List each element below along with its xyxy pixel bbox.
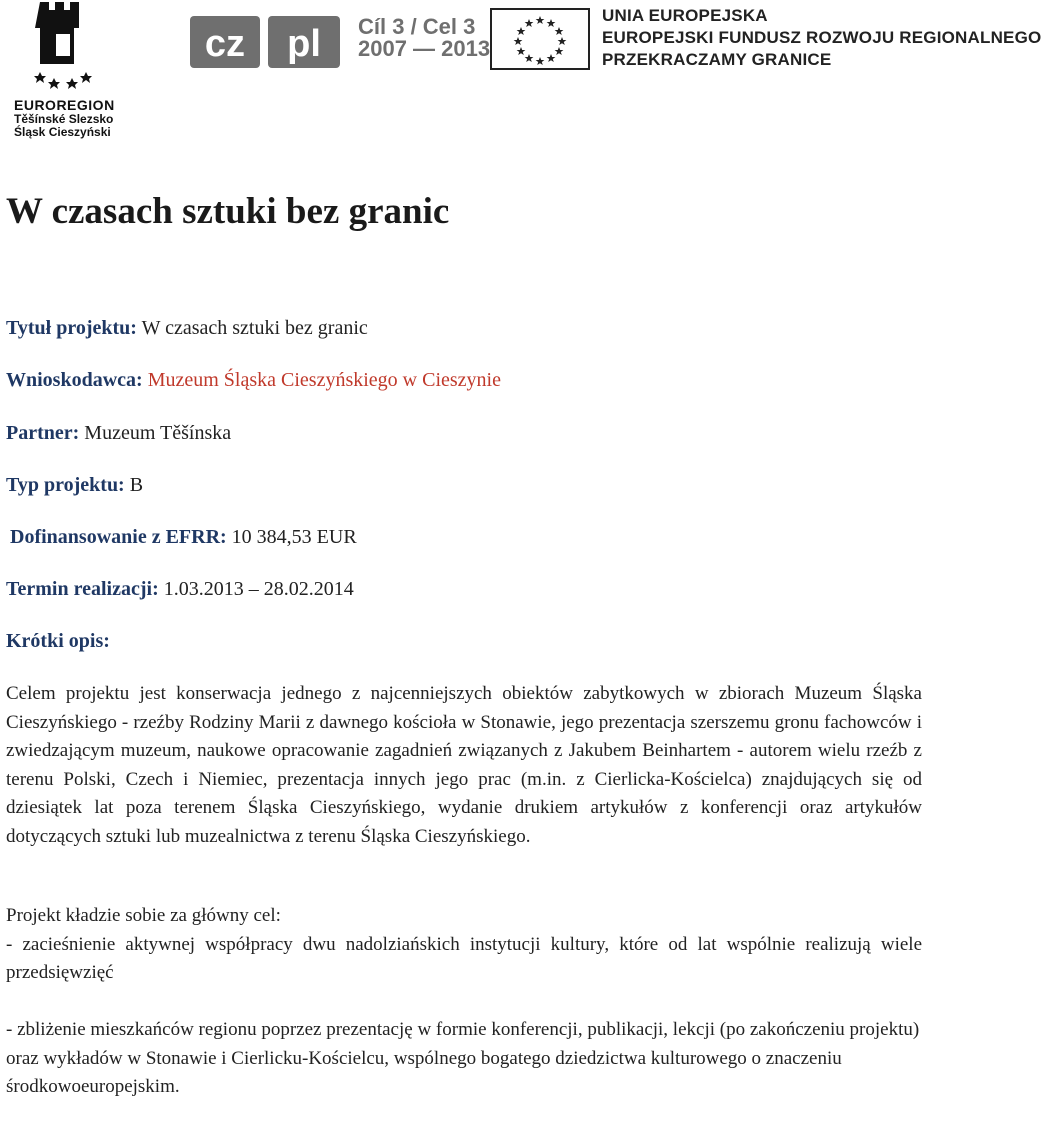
euroregion-subtitle-cz: Těšínské Slezsko (14, 112, 114, 126)
cil3-label: Cíl 3 / Cel 3 (358, 14, 476, 39)
field-short-description (6, 630, 110, 653)
eu-slogan-label: PRZEKRACZAMY GRANICE (602, 50, 832, 69)
field-value: 10 384,53 EUR (226, 526, 357, 548)
field-funding (10, 526, 357, 549)
castle-tower-icon (34, 2, 94, 94)
page-title: W czasach sztuki bez granic (6, 191, 450, 232)
field-project-type (6, 474, 143, 497)
svg-text:pl: pl (287, 23, 321, 65)
field-project-title (6, 317, 368, 340)
period-label: 2007 — 2013 (358, 36, 491, 61)
eu-flag-icon (490, 8, 590, 70)
field-label: Dofinansowanie z EFRR: (10, 526, 227, 548)
svg-text:cz: cz (204, 23, 246, 65)
goal-item: - zbliżenie mieszkańców regionu poprzez prezentację w formie konferencji, publikacji, lekcji (po zakończeniu projektu) oraz wykładów w Stonawie i Cierlicku-Kościelcu, wspólnego bogatego dziedzictwa kulturowego o znaczeniu środkowoeuropejskim. (6, 1019, 920, 1097)
cz-pl-logo (190, 16, 340, 68)
eu-union-label: UNIA EUROPEJSKA (602, 6, 768, 25)
field-value: 1.03.2013 – 28.02.2014 (158, 578, 354, 600)
field-dates (6, 578, 354, 601)
goals-intro: Projekt kładzie sobie za główny cel: (6, 905, 281, 926)
field-label: Termin realizacji: (6, 578, 159, 600)
field-value: W czasach sztuki bez granic (136, 317, 368, 339)
euroregion-subtitle-pl: Śląsk Cieszyński (14, 125, 111, 139)
field-value: Muzeum Těšínska (79, 422, 232, 444)
goals-section (6, 902, 922, 1130)
euroregion-logo (10, 2, 122, 138)
field-partner (6, 422, 231, 445)
field-label: Wnioskodawca: (6, 369, 143, 391)
cil3-cel3-logo (358, 14, 491, 62)
eu-fund-label: EUROPEJSKI FUNDUSZ ROZWOJU REGIONALNEGO (602, 28, 1041, 47)
field-label: Krótki opis: (6, 630, 110, 652)
description-paragraph: Celem projektu jest konserwacja jednego z najcenniejszych obiektów zabytkowych w zbiorach Muzeum Śląska Cieszyńskiego - rzeźby Rodziny Marii z dawnego kościoła w Stonawie, jego prezentacja szerszemu gronu fachowców i zwiedzającym muzeum, naukowe opracowanie zagadnień związanych z Jakubem Beinhartem - autorem wielu rzeźb z terenu Polski, Czech i Niemiec, prezentacja innych jego prac (m.in. z Cierlicka-Kościelca) znajdujących się od dziesiątek lat poza terenem Śląska Cieszyńskiego, wydanie drukiem artykułów z konferencji oraz artykułów dotyczących sztuki lub muzealnictwa z terenu Śląska Cieszyńskiego. (6, 683, 922, 847)
goal-item: - zacieśnienie aktywnej współpracy dwu nadolziańskich instytucji kultury, które od lat wspólnie realizują wiele przedsięwzięć (6, 933, 922, 983)
header-logos (0, 0, 1041, 150)
euroregion-title: EUROREGION (14, 97, 115, 113)
field-label: Typ projektu: (6, 474, 125, 496)
field-value: Muzeum Śląska Cieszyńskiego w Cieszynie (142, 369, 501, 391)
field-applicant (6, 369, 501, 392)
field-label: Partner: (6, 422, 80, 444)
field-label: Tytuł projektu: (6, 317, 137, 339)
field-value: B (124, 474, 144, 496)
